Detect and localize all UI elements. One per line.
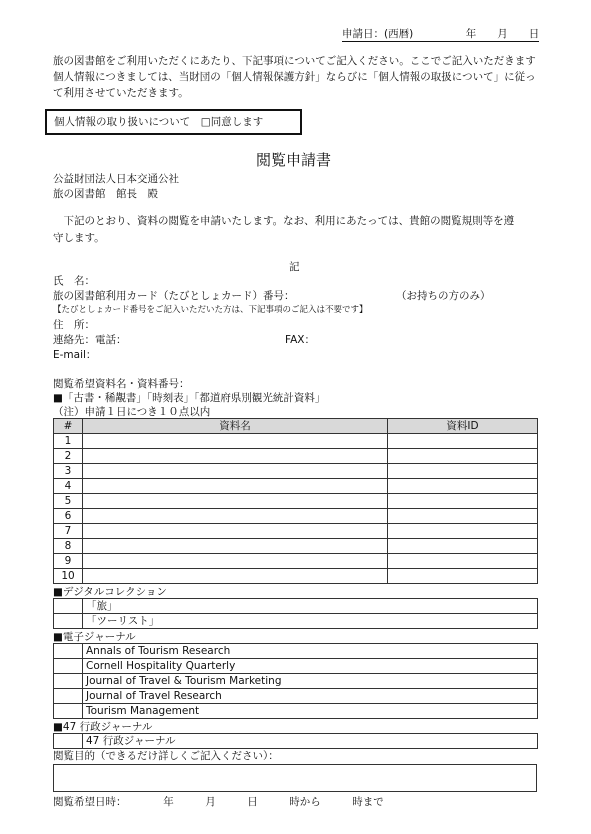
purpose-label: 閲覧目的（できるだけ詳しくご記入ください）：: [53, 750, 279, 762]
intro-line-2: 個人情報につきましては、当財団の「個人情報保護方針」ならびに「個人情報の取扱について」に従っ: [53, 71, 536, 83]
material-title-cell[interactable]: [83, 524, 388, 539]
checkbox-cell[interactable]: [54, 734, 83, 749]
gyosei-table: [53, 733, 538, 749]
application-date: 申請日：(西暦) 年 月 日: [342, 28, 540, 40]
checkbox-cell[interactable]: [54, 614, 83, 629]
list-item: [54, 614, 538, 629]
contact-field: 連絡先：電話：: [53, 334, 127, 346]
table-row: [54, 524, 538, 539]
list-item: [54, 644, 538, 659]
schedule-field: 閲覧希望日時： 年 月 日 時から 時まで: [53, 796, 384, 808]
table-row: [54, 539, 538, 554]
material-title-cell[interactable]: [83, 569, 388, 584]
material-title-cell[interactable]: [83, 449, 388, 464]
row-number: 3: [54, 464, 83, 479]
list-item: [54, 734, 538, 749]
ki-label: 記: [289, 261, 300, 273]
checkbox-cell[interactable]: [54, 689, 83, 704]
card-field: 旅の図書館利用カード（たびとしょカード）番号：: [53, 290, 295, 302]
table-row: [54, 449, 538, 464]
digital-label: ■デジタルコレクション: [53, 586, 167, 598]
email-field: E-mail：: [53, 349, 97, 361]
list-item: [54, 704, 538, 719]
checkbox-cell[interactable]: [54, 599, 83, 614]
table-row: [54, 554, 538, 569]
material-id-cell[interactable]: [388, 554, 538, 569]
row-number: 7: [54, 524, 83, 539]
list-item: [54, 659, 538, 674]
col-title-header: 資料名: [83, 419, 388, 434]
table-row: [54, 434, 538, 449]
fax-field: FAX：: [285, 334, 315, 346]
table-header-row: [54, 419, 538, 434]
list-item: [54, 599, 538, 614]
checkbox-cell[interactable]: [54, 674, 83, 689]
materials-table: [53, 418, 538, 584]
digital-item: 「旅」: [83, 599, 538, 614]
journal-item: Tourism Management: [83, 704, 538, 719]
journals-label: ■電子ジャーナル: [53, 631, 136, 643]
material-id-cell[interactable]: [388, 449, 538, 464]
col-number-header: #: [54, 419, 83, 434]
journal-item: Journal of Travel & Tourism Marketing: [83, 674, 538, 689]
material-id-cell[interactable]: [388, 479, 538, 494]
checkbox-cell[interactable]: [54, 704, 83, 719]
table-row: [54, 479, 538, 494]
page-title: 閲覧申請書: [256, 151, 332, 169]
materials-label: 閲覧希望資料名・資料番号：: [53, 378, 190, 390]
material-title-cell[interactable]: [83, 464, 388, 479]
purpose-input[interactable]: [53, 764, 537, 792]
journal-item: Journal of Travel Research: [83, 689, 538, 704]
table-row: [54, 494, 538, 509]
gyosei-item: 47 行政ジャーナル: [83, 734, 538, 749]
table-row: [54, 464, 538, 479]
list-item: [54, 674, 538, 689]
digital-table: [53, 598, 538, 629]
checkbox-cell[interactable]: [54, 644, 83, 659]
materials-category: ■「古書・稀覯書」「時刻表」「都道府県別観光統計資料」: [53, 392, 326, 404]
row-number: 9: [54, 554, 83, 569]
checkbox-cell[interactable]: [54, 659, 83, 674]
material-id-cell[interactable]: [388, 464, 538, 479]
row-number: 5: [54, 494, 83, 509]
consent-box[interactable]: [45, 109, 302, 135]
material-title-cell[interactable]: [83, 494, 388, 509]
gyosei-label: ■47 行政ジャーナル: [53, 721, 153, 733]
card-note: （お持ちの方のみ）: [396, 290, 491, 302]
address-field: 住 所：: [53, 319, 95, 331]
digital-item: 「ツーリスト」: [83, 614, 538, 629]
consent-label[interactable]: 個人情報の取り扱いについて □同意します: [54, 116, 264, 128]
row-number: 8: [54, 539, 83, 554]
addressee-org: 公益財団法人日本交通公社: [53, 173, 179, 185]
journal-item: Annals of Tourism Research: [83, 644, 538, 659]
row-number: 1: [54, 434, 83, 449]
addressee-person: 旅の図書館 館長 殿: [53, 188, 158, 200]
material-id-cell[interactable]: [388, 524, 538, 539]
row-number: 4: [54, 479, 83, 494]
list-item: [54, 689, 538, 704]
request-line-1: 下記のとおり、資料の閲覧を申請いたします。なお、利用にあたっては、貴館の閲覧規則等を遵: [53, 215, 515, 227]
intro-line-3: て利用させていただきます。: [53, 87, 189, 99]
material-id-cell[interactable]: [388, 539, 538, 554]
request-line-2: 守します。: [53, 232, 105, 244]
material-title-cell[interactable]: [83, 479, 388, 494]
row-number: 6: [54, 509, 83, 524]
material-title-cell[interactable]: [83, 509, 388, 524]
material-id-cell[interactable]: [388, 569, 538, 584]
name-field: 氏 名：: [53, 275, 95, 287]
material-id-cell[interactable]: [388, 494, 538, 509]
material-id-cell[interactable]: [388, 434, 538, 449]
journal-item: Cornell Hospitality Quarterly: [83, 659, 538, 674]
material-title-cell[interactable]: [83, 434, 388, 449]
materials-note: （注）申請１日につき１０点以内: [53, 406, 211, 418]
material-title-cell[interactable]: [83, 554, 388, 569]
table-row: [54, 569, 538, 584]
table-row: [54, 509, 538, 524]
intro-line-1: 旅の図書館をご利用いただくにあたり、下記事項についてご記入ください。ここでご記入いただきます: [53, 55, 536, 67]
row-number: 2: [54, 449, 83, 464]
journals-table: [53, 643, 538, 719]
card-hint: 【たびとしょカード番号をご記入いただいた方は、下記事項のご記入は不要です】: [53, 305, 368, 315]
row-number: 10: [54, 569, 83, 584]
material-title-cell[interactable]: [83, 539, 388, 554]
material-id-cell[interactable]: [388, 509, 538, 524]
col-id-header: 資料ID: [388, 419, 538, 434]
